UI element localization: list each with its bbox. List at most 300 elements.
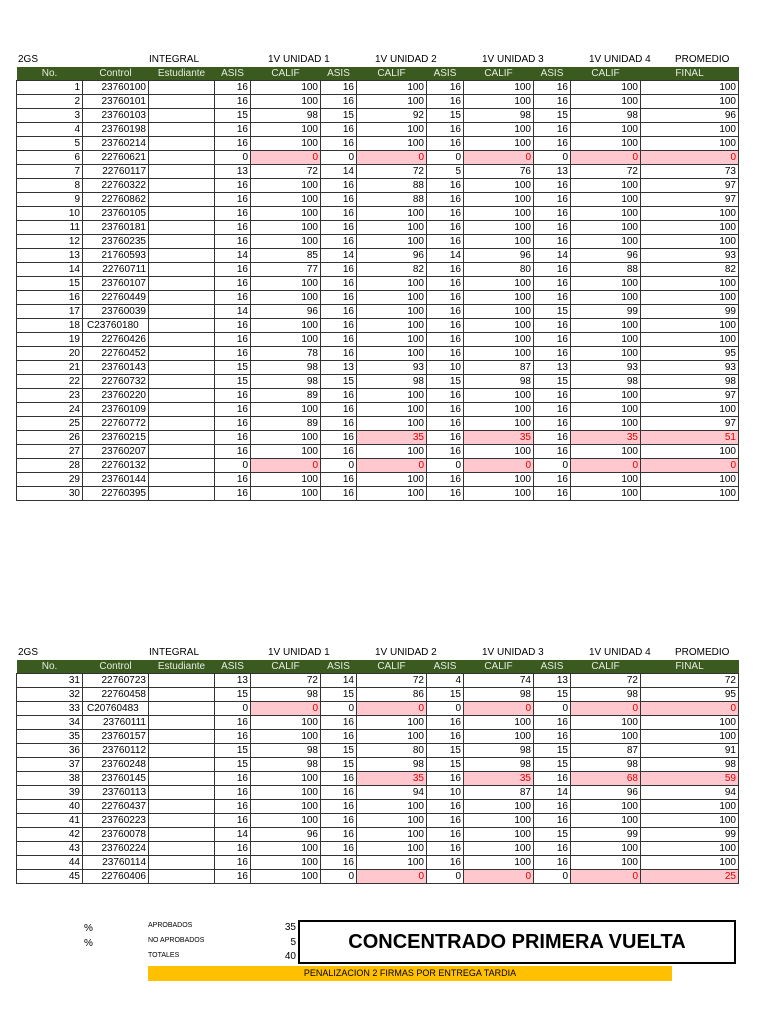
asis-u4: 16 xyxy=(534,445,571,459)
student-name xyxy=(149,786,215,800)
asis-u1: 15 xyxy=(215,758,251,772)
asis-u3: 16 xyxy=(427,207,464,221)
final-grade: 98 xyxy=(641,375,739,389)
asis-u1: 16 xyxy=(215,81,251,95)
control-number: 22760621 xyxy=(83,151,149,165)
table-row xyxy=(17,389,739,403)
student-name xyxy=(149,165,215,179)
calif-u4: 0 xyxy=(571,702,641,716)
asis-u2: 16 xyxy=(321,179,357,193)
calif-u3: 74 xyxy=(464,674,534,688)
calif-u3: 35 xyxy=(464,431,534,445)
row-number: 42 xyxy=(17,828,83,842)
calif-u1: 78 xyxy=(251,347,321,361)
asis-u1: 15 xyxy=(215,109,251,123)
row-number: 44 xyxy=(17,856,83,870)
calif-u3: 100 xyxy=(464,716,534,730)
calif-u1: 85 xyxy=(251,249,321,263)
control-number: 21760593 xyxy=(83,249,149,263)
asis-u4: 16 xyxy=(534,277,571,291)
calif-u3: 100 xyxy=(464,319,534,333)
asis-u3: 15 xyxy=(427,375,464,389)
table-row xyxy=(17,123,739,137)
column-header: Estudiante xyxy=(149,660,215,674)
asis-u1: 16 xyxy=(215,814,251,828)
row-number: 6 xyxy=(17,151,83,165)
student-name xyxy=(149,856,215,870)
table-row xyxy=(17,137,739,151)
student-name xyxy=(149,487,215,501)
calif-u1: 100 xyxy=(251,403,321,417)
calif-u3: 0 xyxy=(464,870,534,884)
asis-u3: 16 xyxy=(427,277,464,291)
student-name xyxy=(149,772,215,786)
asis-u4: 13 xyxy=(534,361,571,375)
calif-u4: 100 xyxy=(571,347,641,361)
grades-section-1 xyxy=(16,54,738,501)
asis-u2: 16 xyxy=(321,319,357,333)
calif-u3: 100 xyxy=(464,842,534,856)
calif-u2: 100 xyxy=(357,235,427,249)
column-header: ASIS xyxy=(534,660,571,674)
calif-u2: 35 xyxy=(357,772,427,786)
asis-u3: 16 xyxy=(427,319,464,333)
asis-u4: 16 xyxy=(534,347,571,361)
asis-u2: 16 xyxy=(321,193,357,207)
final-grade: 59 xyxy=(641,772,739,786)
asis-u1: 16 xyxy=(215,291,251,305)
row-number: 30 xyxy=(17,487,83,501)
calif-u4: 100 xyxy=(571,856,641,870)
asis-u3: 16 xyxy=(427,193,464,207)
table-row xyxy=(17,165,739,179)
asis-u4: 16 xyxy=(534,291,571,305)
calif-u4: 87 xyxy=(571,744,641,758)
asis-u1: 16 xyxy=(215,772,251,786)
calif-u4: 88 xyxy=(571,263,641,277)
calif-u4: 35 xyxy=(571,431,641,445)
asis-u4: 16 xyxy=(534,235,571,249)
final-grade: 95 xyxy=(641,347,739,361)
table-row xyxy=(17,473,739,487)
asis-u2: 16 xyxy=(321,473,357,487)
calif-u1: 0 xyxy=(251,702,321,716)
calif-u4: 100 xyxy=(571,814,641,828)
final-grade: 100 xyxy=(641,137,739,151)
calif-u4: 72 xyxy=(571,165,641,179)
calif-u3: 100 xyxy=(464,235,534,249)
control-number: 22760772 xyxy=(83,417,149,431)
asis-u1: 0 xyxy=(215,151,251,165)
table-row xyxy=(17,870,739,884)
row-number: 10 xyxy=(17,207,83,221)
asis-u2: 16 xyxy=(321,263,357,277)
table-row xyxy=(17,758,739,772)
asis-u3: 15 xyxy=(427,758,464,772)
asis-u4: 16 xyxy=(534,842,571,856)
asis-u2: 16 xyxy=(321,772,357,786)
control-number: 22760437 xyxy=(83,800,149,814)
calif-u1: 100 xyxy=(251,95,321,109)
asis-u2: 15 xyxy=(321,758,357,772)
asis-u4: 15 xyxy=(534,375,571,389)
asis-u3: 0 xyxy=(427,702,464,716)
calif-u2: 82 xyxy=(357,263,427,277)
final-grade: 82 xyxy=(641,263,739,277)
table-row xyxy=(17,800,739,814)
final-grade: 97 xyxy=(641,417,739,431)
control-number: 23760248 xyxy=(83,758,149,772)
asis-u2: 16 xyxy=(321,305,357,319)
asis-u3: 16 xyxy=(427,221,464,235)
table-row xyxy=(17,674,739,688)
asis-u2: 15 xyxy=(321,375,357,389)
asis-u2: 16 xyxy=(321,800,357,814)
calif-u4: 98 xyxy=(571,758,641,772)
row-number: 29 xyxy=(17,473,83,487)
asis-u4: 16 xyxy=(534,431,571,445)
calif-u2: 100 xyxy=(357,828,427,842)
calif-u1: 100 xyxy=(251,842,321,856)
unit4-label: 1V UNIDAD 4 xyxy=(589,54,651,65)
calif-u4: 98 xyxy=(571,109,641,123)
asis-u2: 16 xyxy=(321,828,357,842)
asis-u1: 15 xyxy=(215,361,251,375)
asis-u3: 16 xyxy=(427,473,464,487)
row-number: 13 xyxy=(17,249,83,263)
calif-u4: 100 xyxy=(571,291,641,305)
calif-u1: 100 xyxy=(251,431,321,445)
calif-u4: 100 xyxy=(571,179,641,193)
asis-u2: 14 xyxy=(321,249,357,263)
final-grade: 95 xyxy=(641,688,739,702)
column-header-row xyxy=(17,660,739,674)
asis-u4: 13 xyxy=(534,165,571,179)
final-grade: 100 xyxy=(641,333,739,347)
student-name xyxy=(149,291,215,305)
control-number: 23760039 xyxy=(83,305,149,319)
student-name xyxy=(149,403,215,417)
unit2-label: 1V UNIDAD 2 xyxy=(375,54,437,65)
calif-u1: 100 xyxy=(251,445,321,459)
calif-u2: 88 xyxy=(357,179,427,193)
asis-u3: 16 xyxy=(427,814,464,828)
row-number: 24 xyxy=(17,403,83,417)
unit4-label: 1V UNIDAD 4 xyxy=(589,647,651,658)
unit2-label: 1V UNIDAD 2 xyxy=(375,647,437,658)
asis-u4: 16 xyxy=(534,403,571,417)
calif-u4: 100 xyxy=(571,95,641,109)
calif-u1: 100 xyxy=(251,193,321,207)
calif-u4: 100 xyxy=(571,207,641,221)
calif-u4: 100 xyxy=(571,487,641,501)
final-grade: 100 xyxy=(641,403,739,417)
asis-u3: 16 xyxy=(427,800,464,814)
row-number: 17 xyxy=(17,305,83,319)
asis-u1: 16 xyxy=(215,800,251,814)
asis-u3: 16 xyxy=(427,291,464,305)
control-number: 23760100 xyxy=(83,81,149,95)
final-grade: 93 xyxy=(641,361,739,375)
row-number: 36 xyxy=(17,744,83,758)
asis-u3: 0 xyxy=(427,459,464,473)
penalty-banner: PENALIZACION 2 FIRMAS POR ENTREGA TARDIA xyxy=(148,966,672,981)
failed-label: NO APROBADOS xyxy=(148,937,205,944)
final-grade: 100 xyxy=(641,730,739,744)
control-number: 23760078 xyxy=(83,828,149,842)
calif-u4: 100 xyxy=(571,193,641,207)
calif-u2: 100 xyxy=(357,291,427,305)
percent-symbol: % xyxy=(84,923,93,934)
table-row xyxy=(17,277,739,291)
section-header xyxy=(16,647,738,660)
control-number: 23760214 xyxy=(83,137,149,151)
row-number: 19 xyxy=(17,333,83,347)
calif-u1: 98 xyxy=(251,744,321,758)
row-number: 16 xyxy=(17,291,83,305)
calif-u4: 68 xyxy=(571,772,641,786)
asis-u1: 0 xyxy=(215,459,251,473)
calif-u1: 0 xyxy=(251,151,321,165)
calif-u1: 72 xyxy=(251,674,321,688)
final-grade: 97 xyxy=(641,389,739,403)
row-number: 37 xyxy=(17,758,83,772)
calif-u3: 76 xyxy=(464,165,534,179)
table-row xyxy=(17,291,739,305)
asis-u2: 0 xyxy=(321,151,357,165)
calif-u2: 72 xyxy=(357,165,427,179)
calif-u2: 0 xyxy=(357,702,427,716)
asis-u3: 16 xyxy=(427,389,464,403)
control-number: 22760723 xyxy=(83,674,149,688)
calif-u1: 100 xyxy=(251,123,321,137)
row-number: 21 xyxy=(17,361,83,375)
calif-u3: 100 xyxy=(464,417,534,431)
asis-u3: 16 xyxy=(427,137,464,151)
calif-u3: 98 xyxy=(464,375,534,389)
calif-u4: 100 xyxy=(571,235,641,249)
calif-u3: 35 xyxy=(464,772,534,786)
column-header: ASIS xyxy=(215,67,251,81)
calif-u2: 92 xyxy=(357,109,427,123)
calif-u3: 0 xyxy=(464,702,534,716)
calif-u4: 96 xyxy=(571,786,641,800)
row-number: 34 xyxy=(17,716,83,730)
control-number: 22760117 xyxy=(83,165,149,179)
table-row xyxy=(17,109,739,123)
control-number: 23760109 xyxy=(83,403,149,417)
calif-u3: 100 xyxy=(464,814,534,828)
student-name xyxy=(149,305,215,319)
calif-u1: 100 xyxy=(251,333,321,347)
final-grade: 0 xyxy=(641,459,739,473)
asis-u4: 0 xyxy=(534,702,571,716)
row-number: 25 xyxy=(17,417,83,431)
asis-u2: 16 xyxy=(321,842,357,856)
table-row xyxy=(17,333,739,347)
control-number: 22760395 xyxy=(83,487,149,501)
calif-u1: 100 xyxy=(251,870,321,884)
final-grade: 100 xyxy=(641,235,739,249)
column-header: CALIF xyxy=(464,660,534,674)
asis-u4: 16 xyxy=(534,389,571,403)
unit3-label: 1V UNIDAD 3 xyxy=(482,647,544,658)
table-row xyxy=(17,151,739,165)
control-number: 23760157 xyxy=(83,730,149,744)
column-header: FINAL xyxy=(641,67,739,81)
table-row xyxy=(17,361,739,375)
table-row xyxy=(17,179,739,193)
row-number: 2 xyxy=(17,95,83,109)
total-value: 40 xyxy=(284,951,296,962)
asis-u1: 13 xyxy=(215,165,251,179)
asis-u1: 16 xyxy=(215,333,251,347)
row-number: 14 xyxy=(17,263,83,277)
student-name xyxy=(149,842,215,856)
asis-u1: 15 xyxy=(215,688,251,702)
calif-u2: 0 xyxy=(357,151,427,165)
calif-u2: 100 xyxy=(357,716,427,730)
calif-u3: 100 xyxy=(464,277,534,291)
asis-u2: 16 xyxy=(321,403,357,417)
asis-u2: 0 xyxy=(321,459,357,473)
control-number: 22760452 xyxy=(83,347,149,361)
calif-u3: 100 xyxy=(464,800,534,814)
calif-u4: 72 xyxy=(571,674,641,688)
control-number: 23760144 xyxy=(83,473,149,487)
calif-u2: 100 xyxy=(357,814,427,828)
asis-u3: 0 xyxy=(427,151,464,165)
asis-u1: 16 xyxy=(215,487,251,501)
asis-u2: 16 xyxy=(321,235,357,249)
calif-u1: 100 xyxy=(251,730,321,744)
calif-u3: 100 xyxy=(464,179,534,193)
student-name xyxy=(149,319,215,333)
table-row xyxy=(17,828,739,842)
calif-u1: 100 xyxy=(251,81,321,95)
asis-u2: 16 xyxy=(321,814,357,828)
asis-u1: 16 xyxy=(215,137,251,151)
student-name xyxy=(149,730,215,744)
asis-u4: 16 xyxy=(534,179,571,193)
approved-value: 35 xyxy=(284,922,296,933)
calif-u1: 100 xyxy=(251,772,321,786)
calif-u1: 100 xyxy=(251,291,321,305)
row-number: 32 xyxy=(17,688,83,702)
student-name xyxy=(149,333,215,347)
calif-u3: 100 xyxy=(464,347,534,361)
calif-u3: 100 xyxy=(464,193,534,207)
row-number: 18 xyxy=(17,319,83,333)
student-name xyxy=(149,800,215,814)
asis-u4: 16 xyxy=(534,263,571,277)
table-row xyxy=(17,772,739,786)
column-header: ASIS xyxy=(427,67,464,81)
grades-section-2 xyxy=(16,647,738,884)
asis-u4: 16 xyxy=(534,487,571,501)
asis-u4: 15 xyxy=(534,758,571,772)
table-row xyxy=(17,249,739,263)
row-number: 20 xyxy=(17,347,83,361)
calif-u3: 98 xyxy=(464,744,534,758)
asis-u3: 16 xyxy=(427,828,464,842)
asis-u4: 16 xyxy=(534,81,571,95)
asis-u3: 16 xyxy=(427,716,464,730)
calif-u2: 100 xyxy=(357,305,427,319)
control-number: 22760458 xyxy=(83,688,149,702)
calif-u2: 100 xyxy=(357,81,427,95)
final-grade: 100 xyxy=(641,277,739,291)
final-grade: 100 xyxy=(641,95,739,109)
asis-u3: 16 xyxy=(427,81,464,95)
unit1-label: 1V UNIDAD 1 xyxy=(268,54,330,65)
calif-u1: 100 xyxy=(251,319,321,333)
calif-u4: 100 xyxy=(571,403,641,417)
calif-u2: 93 xyxy=(357,361,427,375)
asis-u2: 15 xyxy=(321,688,357,702)
student-name xyxy=(149,828,215,842)
table-row xyxy=(17,786,739,800)
column-header: CALIF xyxy=(571,660,641,674)
calif-u4: 93 xyxy=(571,361,641,375)
student-name xyxy=(149,277,215,291)
student-name xyxy=(149,473,215,487)
calif-u4: 0 xyxy=(571,870,641,884)
control-number: 22760449 xyxy=(83,291,149,305)
column-header: Estudiante xyxy=(149,67,215,81)
asis-u3: 14 xyxy=(427,249,464,263)
control-number: 23760235 xyxy=(83,235,149,249)
asis-u2: 0 xyxy=(321,870,357,884)
asis-u3: 16 xyxy=(427,347,464,361)
group-label: 2GS xyxy=(18,647,39,658)
calif-u3: 100 xyxy=(464,291,534,305)
row-number: 41 xyxy=(17,814,83,828)
calif-u2: 100 xyxy=(357,333,427,347)
asis-u1: 16 xyxy=(215,207,251,221)
calif-u1: 77 xyxy=(251,263,321,277)
final-grade: 99 xyxy=(641,828,739,842)
final-grade: 97 xyxy=(641,179,739,193)
calif-u2: 100 xyxy=(357,277,427,291)
final-grade: 100 xyxy=(641,814,739,828)
calif-u4: 100 xyxy=(571,319,641,333)
asis-u4: 15 xyxy=(534,744,571,758)
calif-u3: 100 xyxy=(464,123,534,137)
table-row xyxy=(17,730,739,744)
table-row xyxy=(17,702,739,716)
calif-u3: 80 xyxy=(464,263,534,277)
table-row xyxy=(17,856,739,870)
row-number: 39 xyxy=(17,786,83,800)
asis-u4: 16 xyxy=(534,814,571,828)
calif-u4: 98 xyxy=(571,688,641,702)
control-number: 23760105 xyxy=(83,207,149,221)
student-name xyxy=(149,702,215,716)
calif-u4: 99 xyxy=(571,828,641,842)
calif-u3: 100 xyxy=(464,445,534,459)
control-number: C23760180 xyxy=(83,319,149,333)
asis-u4: 16 xyxy=(534,193,571,207)
table-row xyxy=(17,716,739,730)
table-row xyxy=(17,403,739,417)
asis-u1: 14 xyxy=(215,305,251,319)
asis-u2: 16 xyxy=(321,716,357,730)
column-header: ASIS xyxy=(427,660,464,674)
calif-u2: 100 xyxy=(357,473,427,487)
calif-u3: 98 xyxy=(464,758,534,772)
calif-u1: 100 xyxy=(251,856,321,870)
